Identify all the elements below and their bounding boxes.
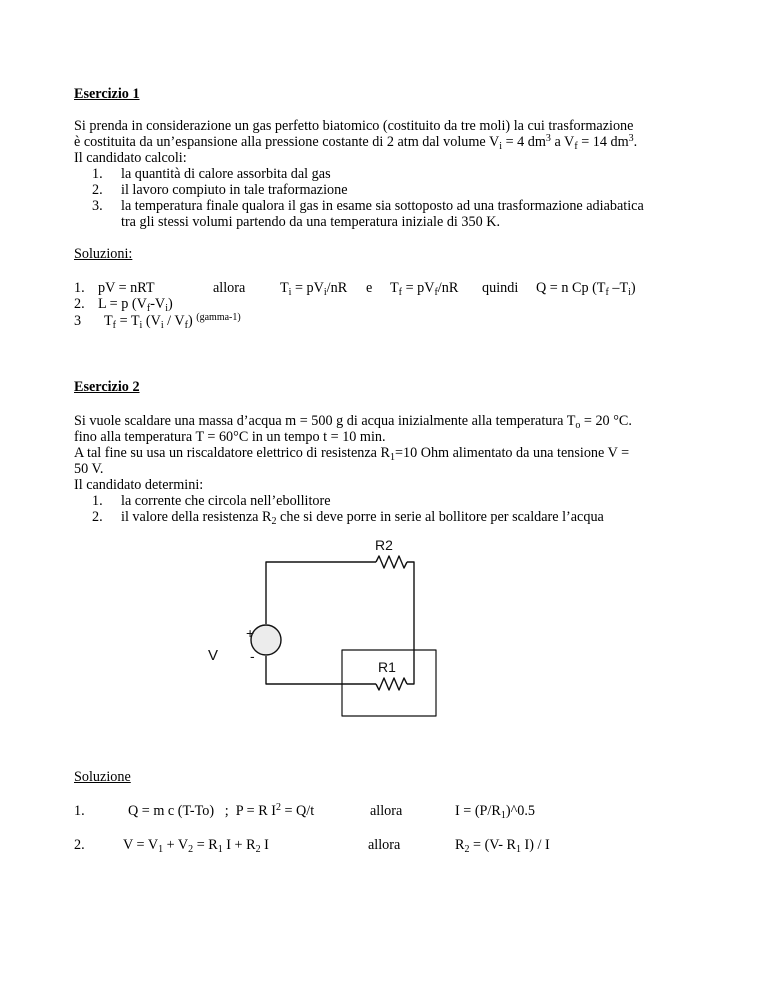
list-item: la temperatura finale qualora il gas in esame sia sottoposto ad una trasformazione adiabatica (121, 198, 644, 214)
wire-top-left (266, 562, 376, 624)
list-item-number: 1. (92, 493, 103, 509)
label-r1: R1 (378, 659, 396, 675)
solution-formula: $R_2 = (V-$ $R_1$ I) / I (455, 837, 550, 855)
solution-connector: quindi (482, 280, 519, 296)
solution-formula: Q = n Cp ($T_f$ $-T_i$) (536, 280, 636, 298)
solution-formula: $T_f = T_i$ $(V_i / V_f)$ $^{(gamma-1)}$ (104, 312, 241, 331)
list-item: il lavoro compiuto in tale traformazione (121, 182, 348, 198)
ex2-text-line: Si vuole scaldare una massa d’acqua m = 500 g di acqua inizialmente alla temperatura $T_o = 20$ °C. (74, 413, 632, 431)
list-item: la corrente che circola nell’ebollitore (121, 493, 331, 509)
list-item-number: 3. (92, 198, 103, 214)
circuit-diagram (200, 532, 450, 718)
wire-right (407, 562, 414, 684)
list-item: la quantità di calore assorbita dal gas (121, 166, 331, 182)
ex1-text-line: Il candidato calcoli: (74, 150, 187, 166)
solution-row-number: 2. (74, 837, 85, 853)
voltage-source-circle (251, 625, 281, 655)
list-item-continuation: tra gli stessi volumi partendo da una temperatura iniziale di 350 K. (121, 214, 501, 230)
label-r2: R2 (375, 537, 393, 553)
solutions-1-title: Soluzioni: (74, 246, 133, 262)
label-v: V (208, 647, 219, 664)
solution-formula: pV = nRT (98, 280, 155, 296)
solution-formula: Q = m c (T-To) ; P = R $I^2 = Q/t$ (128, 802, 315, 819)
ex1-text-line: Si prenda in considerazione un gas perfetto biatomico (costituito da tre moli) la cui trasformazione (74, 118, 634, 134)
resistor-r2-zigzag (376, 556, 407, 568)
list-item-number: 2. (92, 509, 103, 525)
solution-formula: L = p $(V_f-V_i)$ (98, 296, 173, 314)
solution-connector: allora (213, 280, 246, 296)
ex2-text-line: Il candidato determini: (74, 477, 204, 493)
ex2-text-line: A tal fine su usa un riscaldatore elettrico di resistenza $R_1=10$ Ohm alimentato da una tensione V = (74, 445, 630, 463)
solution-row-number: 3 (74, 313, 82, 329)
solution-connector: allora (368, 837, 401, 853)
ex2-text-line: fino alla temperatura T = 60°C in un tempo t = 10 min. (74, 429, 386, 445)
list-item: il valore della resistenza $R_2$ che si deve porre in serie al bollitore per scaldare l’acqua (121, 509, 604, 527)
ex1-text-line: è costituita da un’espansione alla pressione costante di 2 atm dal volume $V_i = 4$ $dm^3$ a $V_f = 14$ $dm^3$. (74, 133, 638, 152)
solution-row-number: 1. (74, 280, 85, 296)
solution-formula: $V = V_1 + V_2 = R_1$ $I + R_2$ I (123, 837, 269, 855)
exercise-1-title: Esercizio 1 (74, 86, 140, 102)
wire-bottom (266, 656, 376, 684)
solution-formula: $T_f = pV_f/nR$ (390, 280, 459, 298)
label-minus: - (250, 648, 255, 664)
solution-row-number: 1. (74, 803, 85, 819)
label-plus: + (246, 625, 255, 641)
solution-row-number: 2. (74, 296, 85, 312)
solution-formula: $T_i = pV_i/nR$ (280, 280, 348, 298)
list-item-number: 1. (92, 166, 103, 182)
solution-connector: e (366, 280, 373, 296)
ex2-text-line: 50 V. (74, 461, 104, 477)
solution-2-title: Soluzione (74, 769, 131, 785)
solution-formula: $I = (P/R_1)\^{}0.5$ (455, 803, 535, 821)
resistor-r1-zigzag (376, 678, 407, 690)
exercise-2-title: Esercizio 2 (74, 379, 140, 395)
list-item-number: 2. (92, 182, 103, 198)
solution-connector: allora (370, 803, 403, 819)
